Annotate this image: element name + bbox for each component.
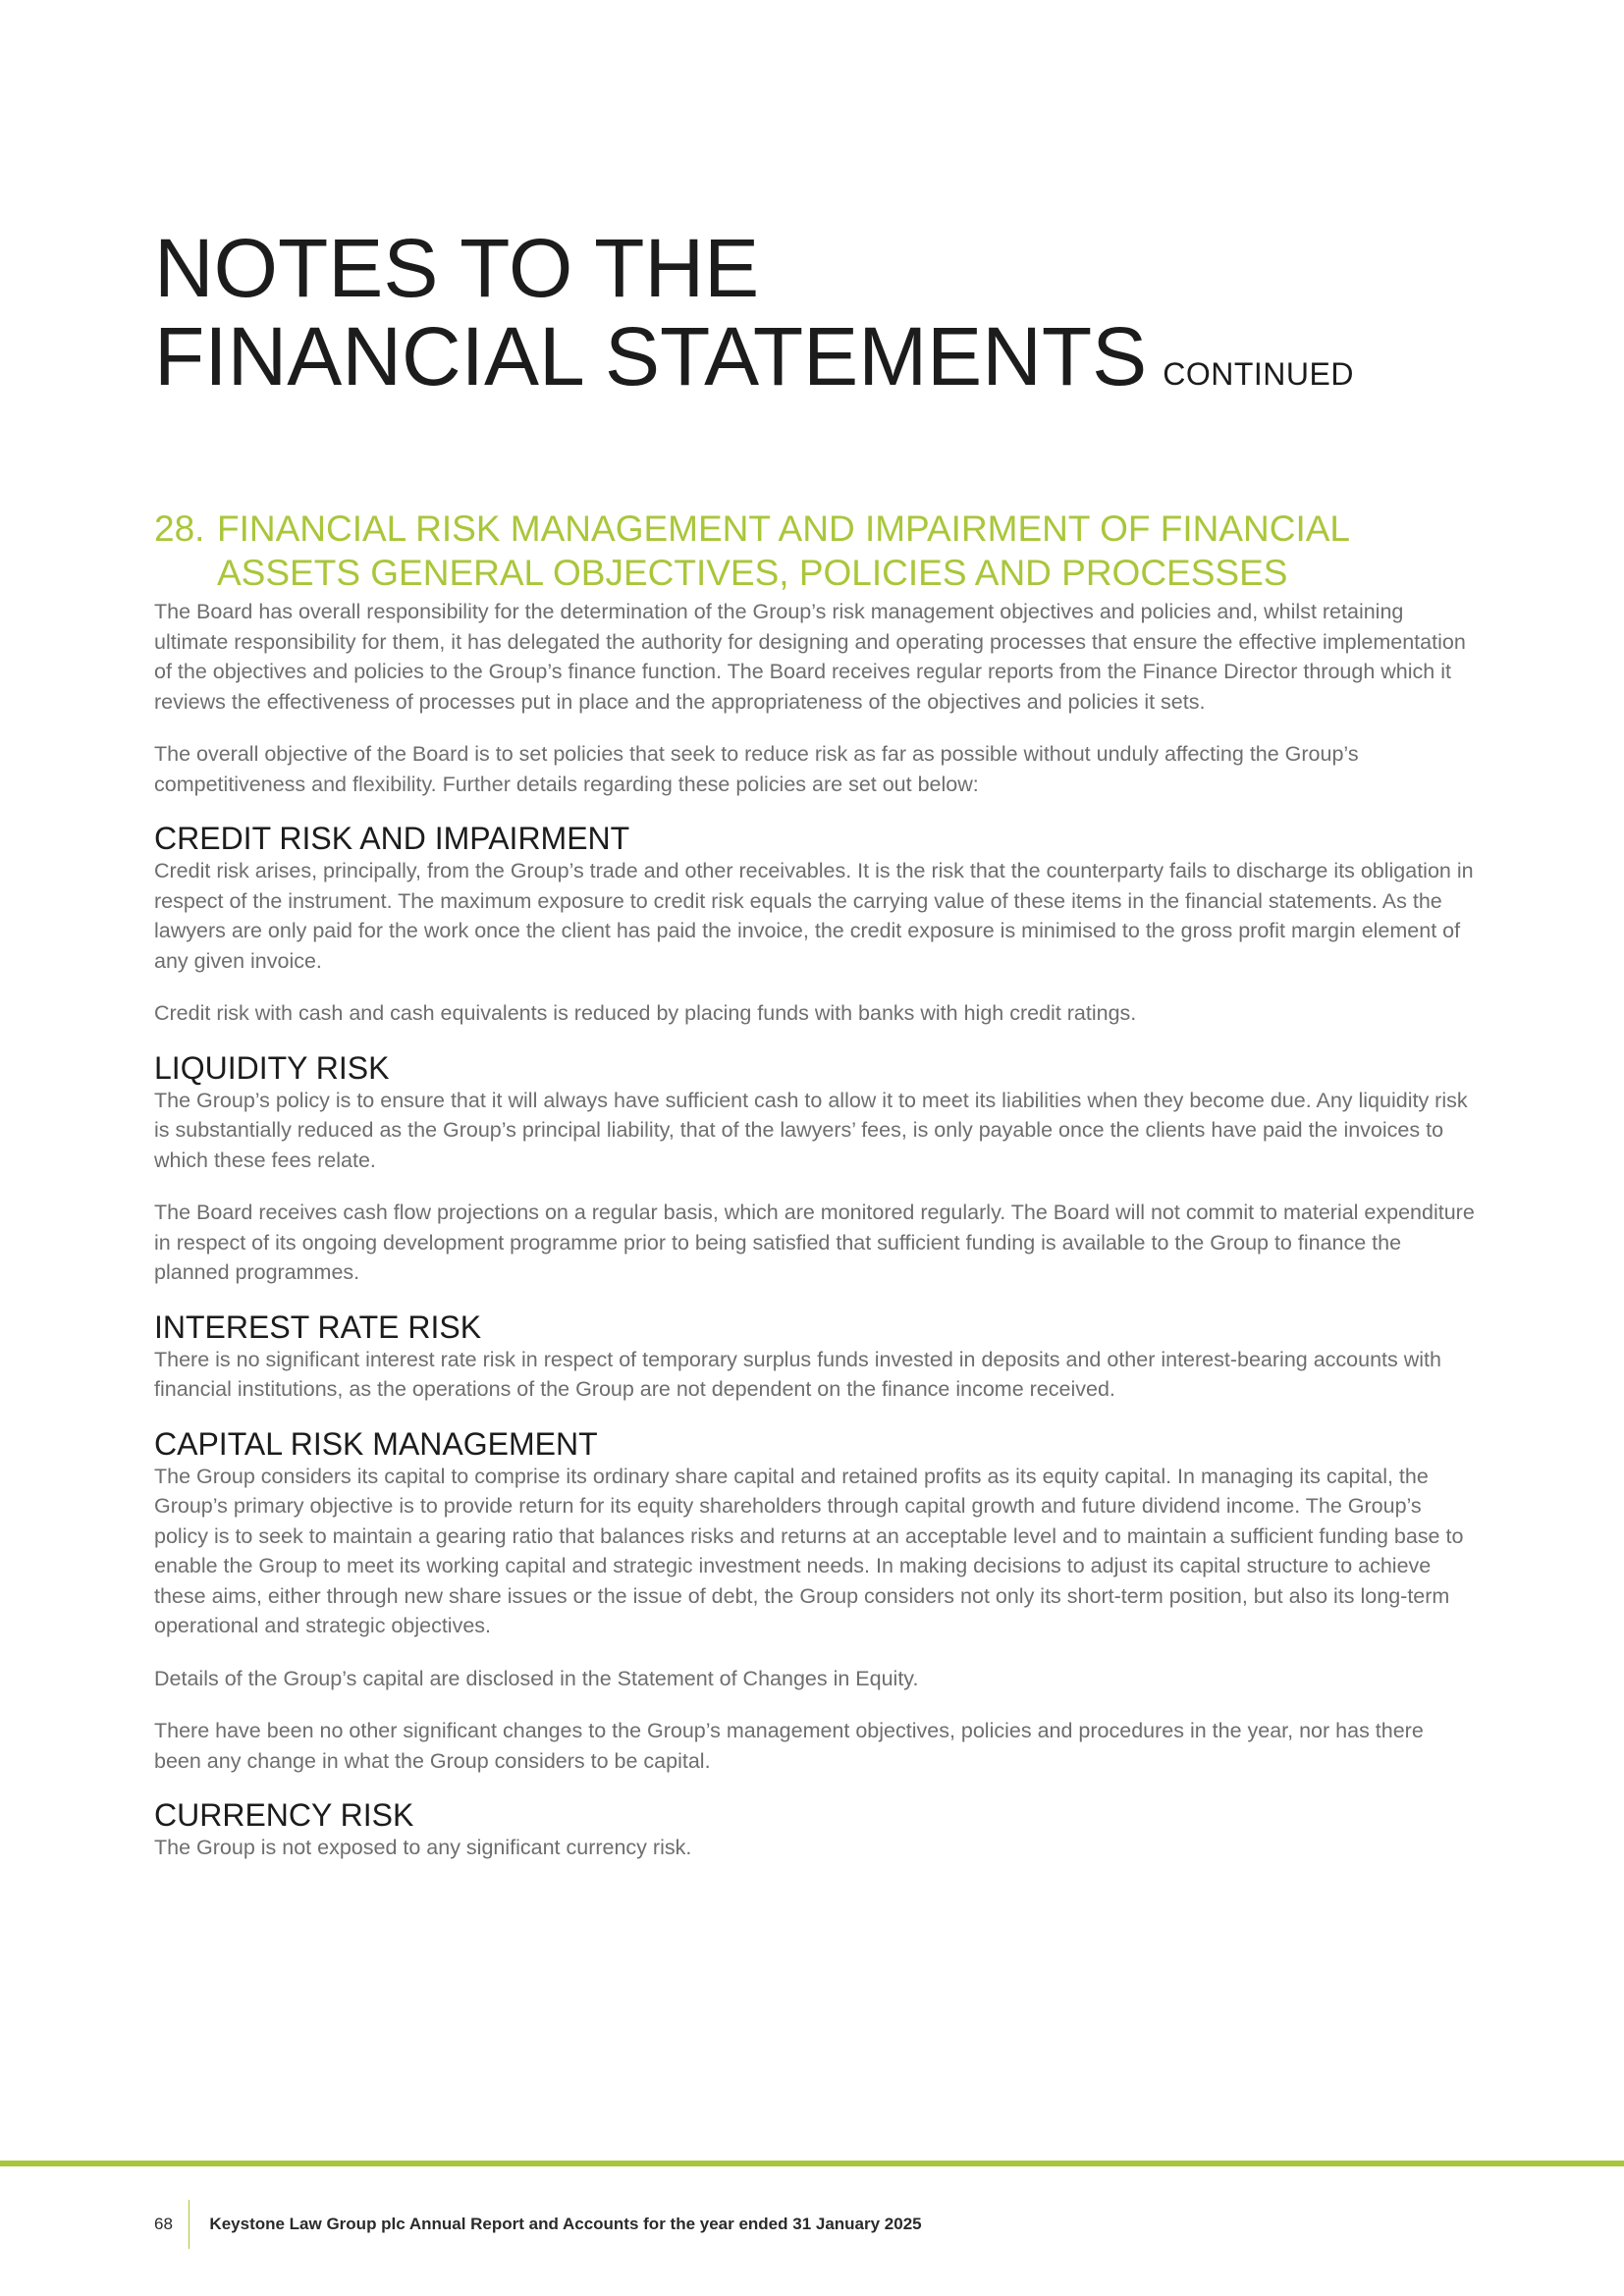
credit-risk-paragraph: Credit risk with cash and cash equivalents is reduced by placing funds with banks with high credit ratings. (154, 1001, 1137, 1025)
subheading-currency-risk: CURRENCY RISK (154, 1797, 414, 1833)
capital-risk-paragraph: The Group considers its capital to comprise its ordinary share capital and retained profits as its equity capital. In managing its capital, the Group’s primary objective is to provide return for its equity shareholders through capital growth and future dividend income. The Group’s policy is to seek to maintain a gearing ratio that balances risks and returns at an acceptable level and to maintain a sufficient funding base to enable the Group to meet its working capital and strategic investment needs. In making decisions to adjust its capital structure to achieve these aims, either through new share issues or the issue of debt, the Group considers not only its short-term position, but also its long-term operational and strategic objectives. (154, 1464, 1464, 1637)
page-number: 68 (154, 2215, 173, 2233)
section-heading (154, 507, 1475, 595)
currency-risk-paragraph: The Group is not exposed to any significant currency risk. (154, 1836, 692, 1859)
section-number: 28. (154, 508, 205, 549)
capital-risk-paragraph: Details of the Group’s capital are disclosed in the Statement of Changes in Equity. (154, 1666, 919, 1690)
capital-risk-paragraph: There have been no other significant changes to the Group’s management objectives, policies and procedures in the year, nor has there been any change in what the Group considers to be capital. (154, 1719, 1424, 1773)
footer-text: Keystone Law Group plc Annual Report and Accounts for the year ended 31 January 2025 (209, 2215, 922, 2233)
section-title: FINANCIAL RISK MANAGEMENT AND IMPAIRMENT OF FINANCIAL ASSETS GENERAL OBJECTIVES, POLICIES AND PROCESSES (217, 508, 1349, 593)
page-title-line-1: NOTES TO THE (154, 222, 760, 314)
intro-paragraph: The Board has overall responsibility for the determination of the Group’s risk management objectives and policies and, whilst retaining ultimate responsibility for them, it has delegated the authority for designing and operating processes that ensure the effective implementation of the objectives and policies to the Group’s finance function. The Board receives regular reports from the Finance Director through which it reviews the effectiveness of processes put in place and the appropriateness of the objectives and policies it sets. (154, 600, 1466, 714)
page-title-line-2-text: FINANCIAL STATEMENTS (154, 310, 1148, 402)
subheading-interest-rate-risk: INTEREST RATE RISK (154, 1308, 482, 1345)
page-title-line-2 (154, 312, 1354, 418)
page-title (154, 224, 1354, 418)
subheading-credit-risk: CREDIT RISK AND IMPAIRMENT (154, 821, 630, 856)
footer-divider (189, 2200, 190, 2249)
intro-paragraph: The overall objective of the Board is to set policies that seek to reduce risk as far as possible without unduly affecting the Group’s competitiveness and flexibility. Further details regarding these policies are set out below: (154, 742, 1359, 796)
main-content (154, 507, 1475, 1863)
interest-rate-risk-paragraph: There is no significant interest rate risk in respect of temporary surplus funds invested in deposits and other interest-bearing accounts with financial institutions, as the operations of the Group are not dependent on the finance income received. (154, 1347, 1441, 1401)
liquidity-risk-paragraph: The Group’s policy is to ensure that it will always have sufficient cash to allow it to meet its liabilities when they become due. Any liquidity risk is substantially reduced as the Group’s principal liability, that of the lawyers’ fees, is only payable once the clients have paid the invoices to which these fees relate. (154, 1088, 1468, 1172)
liquidity-risk-paragraph: The Board receives cash flow projections on a regular basis, which are monitored regularly. The Board will not commit to material expenditure in respect of its ongoing development programme prior to being satisfied that sufficient funding is available to the Group to finance the planned programmes. (154, 1201, 1475, 1284)
continued-label: CONTINUED (1163, 356, 1354, 392)
page-footer (154, 2200, 922, 2249)
credit-risk-paragraph: Credit risk arises, principally, from the Group’s trade and other receivables. It is the risk that the counterparty fails to discharge its obligation in respect of the instrument. The maximum exposure to credit risk equals the carrying value of these items in the financial statements. As the lawyers are only paid for the work once the client has paid the invoice, the credit exposure is minimised to the gross profit margin element of any given invoice. (154, 859, 1474, 973)
subheading-liquidity-risk: LIQUIDITY RISK (154, 1049, 390, 1086)
footer-rule (0, 2161, 1624, 2166)
subheading-capital-risk-management: CAPITAL RISK MANAGEMENT (154, 1425, 598, 1462)
